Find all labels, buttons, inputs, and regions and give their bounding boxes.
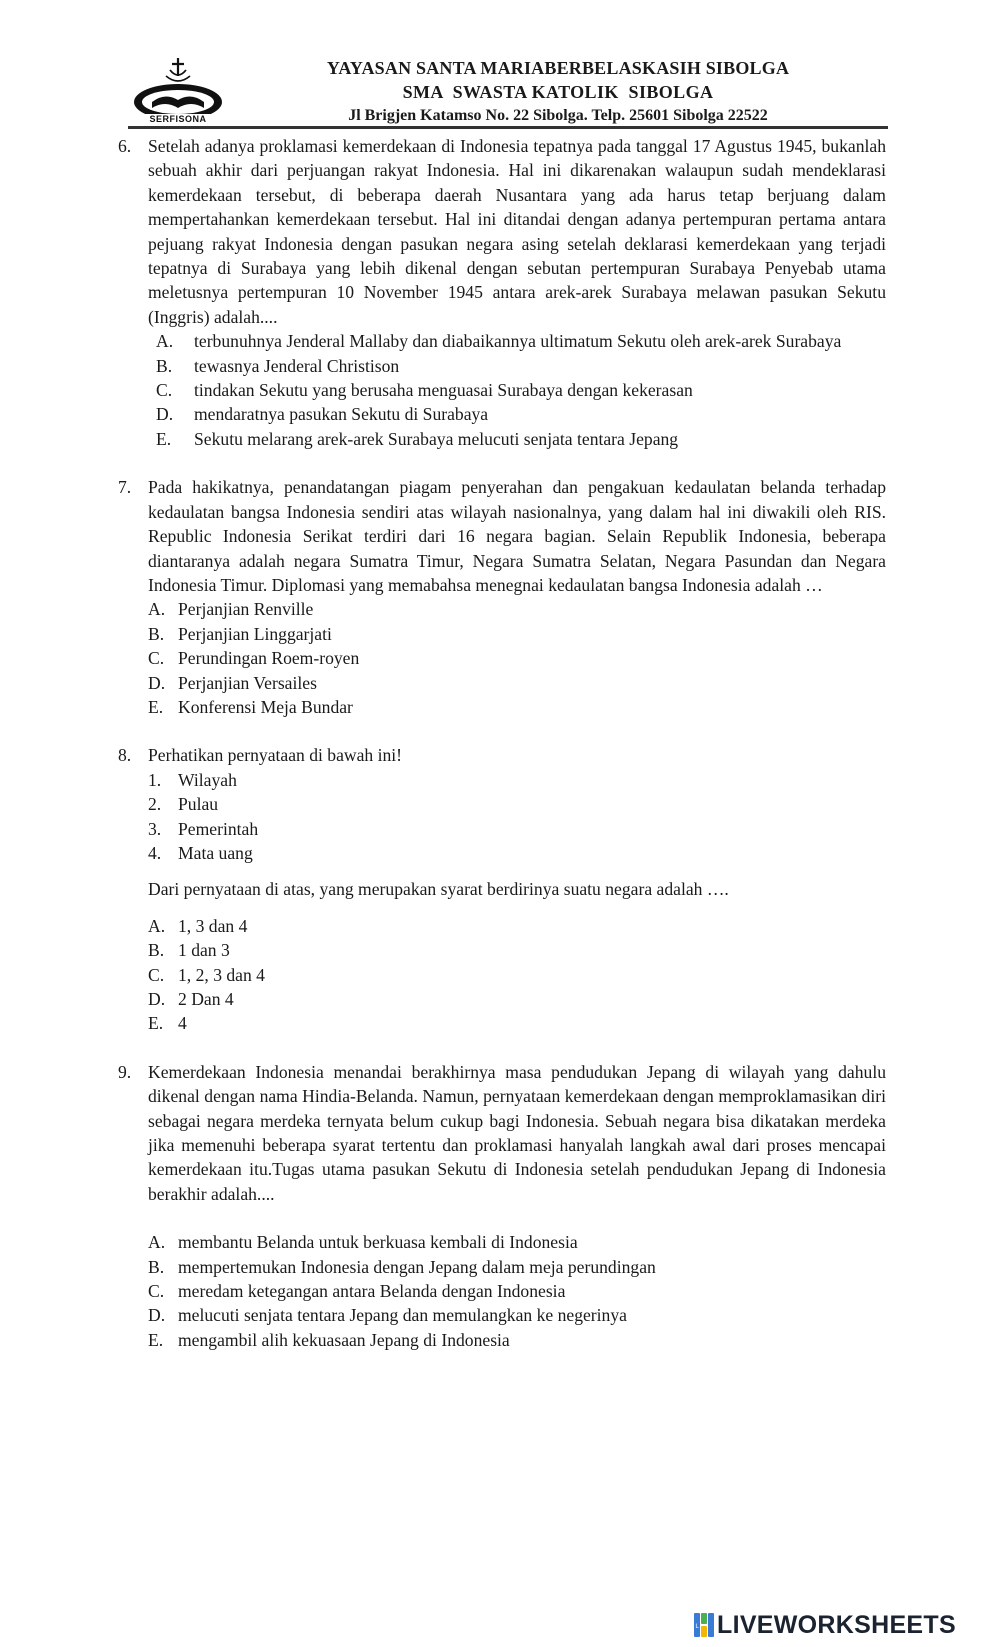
option-letter: D.	[148, 672, 166, 693]
answer-options	[148, 1230, 886, 1352]
question-7	[118, 475, 886, 719]
option-letter: C.	[156, 380, 173, 401]
option-text: Perjanjian Renville	[178, 599, 314, 620]
option-letter: E.	[156, 428, 172, 449]
option-e[interactable]	[148, 1011, 886, 1035]
option-letter: A.	[148, 915, 166, 936]
statement-1	[148, 768, 886, 792]
option-letter: A.	[156, 331, 174, 352]
question-number: 7.	[118, 477, 132, 498]
option-d[interactable]	[148, 671, 886, 695]
option-text: mempertemukan Indonesia dengan Jepang dalam meja perundingan	[178, 1256, 656, 1277]
statement-2	[148, 792, 886, 816]
option-letter: E.	[148, 1329, 164, 1350]
option-text: melucuti senjata tentara Jepang dan memulangkan ke negerinya	[178, 1305, 627, 1326]
svg-text:L: L	[695, 1623, 699, 1630]
option-letter: C.	[148, 1281, 165, 1302]
header-divider	[128, 126, 888, 129]
option-text: 1, 3 dan 4	[178, 915, 248, 936]
option-b[interactable]	[148, 622, 886, 646]
option-letter: B.	[148, 940, 165, 961]
option-a[interactable]	[148, 597, 886, 621]
question-text: Perhatikan pernyataan di bawah ini!	[148, 745, 403, 766]
option-c[interactable]	[148, 963, 886, 987]
option-c[interactable]	[148, 646, 886, 670]
letterhead	[128, 52, 888, 130]
statement-text: Pulau	[178, 794, 219, 815]
school-address: Jl Brigjen Katamso No. 22 Sibolga. Telp. 25601 Sibolga 22522	[348, 107, 768, 124]
option-a[interactable]	[156, 329, 886, 353]
option-letter: B.	[148, 623, 165, 644]
option-e[interactable]	[148, 1328, 886, 1352]
statement-list	[148, 768, 886, 866]
question-number: 8.	[118, 745, 132, 766]
option-letter: B.	[148, 1256, 165, 1277]
spacer	[148, 1206, 886, 1230]
option-e[interactable]	[156, 427, 886, 451]
statement-text: Wilayah	[178, 769, 237, 790]
question-text: Pada hakikatnya, penandatangan piagam penyerahan dan pengakuan kedaulatan belanda terhadap kedaulatan bangsa Indonesia sendiri atas wilayah nasionalnya, yang dalam hal ini diwakili oleh RIS. Republic Indonesia Serikat terdiri dari 16 negara bagian. Selain Republik Indonesia, beberapa diantaranya adalah negara Sumatra Timur, Negara Sumatra Selatan, Negara Pasundan dan Negara Indonesia Timur. Diplomasi yang memabahsa menegnai kedaulatan bangsa Indonesia adalah …	[148, 477, 886, 595]
option-text: 4	[178, 1013, 187, 1034]
option-text: Perjanjian Versailes	[178, 672, 317, 693]
watermark-text: LIVEWORKSHEETS	[717, 1610, 956, 1639]
option-text: 2 Dan 4	[178, 989, 234, 1009]
statement-number: 1.	[148, 769, 162, 790]
question-8	[118, 743, 886, 1035]
option-letter: E.	[148, 1013, 164, 1034]
option-text: Perjanjian Linggarjati	[178, 623, 332, 644]
question-9	[118, 1060, 886, 1352]
question-number: 6.	[118, 136, 132, 156]
statement-number: 3.	[148, 818, 162, 839]
question-number: 9.	[118, 1061, 132, 1082]
statement-3	[148, 817, 886, 841]
answer-options	[148, 597, 886, 719]
option-e[interactable]	[148, 695, 886, 719]
option-text: mengambil alih kekuasaan Jepang di Indonesia	[178, 1329, 510, 1350]
option-letter: A.	[148, 1232, 166, 1253]
option-text: 1, 2, 3 dan 4	[178, 964, 265, 985]
option-d[interactable]	[156, 402, 886, 426]
option-letter: D.	[156, 404, 174, 425]
option-letter: A.	[148, 599, 166, 620]
option-text: meredam ketegangan antara Belanda dengan Indonesia	[178, 1281, 566, 1302]
option-b[interactable]	[148, 938, 886, 962]
option-text: terbunuhnya Jenderal Mallaby dan diabaikannya ultimatum Sekutu oleh arek-arek Surabaya	[194, 331, 842, 352]
question-list	[118, 134, 886, 1352]
statement-4	[148, 841, 886, 865]
option-text: membantu Belanda untuk berkuasa kembali di Indonesia	[178, 1232, 578, 1253]
statement-number: 4.	[148, 842, 162, 863]
option-b[interactable]	[156, 354, 886, 378]
question-text: Kemerdekaan Indonesia menandai berakhirnya masa pendudukan Jepang di wilayah yang dahulu dikenal dengan nama Hindia-Belanda. Namun, pernyataan kemerdekaan dengan memproklamasikan diri sebagai negara merdeka ternyata belum cukup bagi Indonesia. Sebuah negara bisa dikatakan merdeka jika memenuhi beberapa syarat tertentu dan proklamasi hanyalah langkah awal dari proses mencapai kemerdekaan itu.Tugas utama pasukan Sekutu di Indonesia setelah pendudukan Jepang di Indonesia berakhir adalah....	[148, 1061, 886, 1204]
option-letter: B.	[156, 355, 173, 376]
option-a[interactable]	[148, 1230, 886, 1254]
option-text: mendaratnya pasukan Sekutu di Surabaya	[194, 404, 489, 425]
option-c[interactable]	[148, 1279, 886, 1303]
liveworksheets-logo-icon	[694, 1613, 714, 1637]
statement-number: 2.	[148, 794, 162, 815]
option-text: tewasnya Jenderal Christison	[194, 355, 400, 376]
spacer	[148, 902, 886, 914]
option-text: Sekutu melarang arek-arek Surabaya melucuti senjata tentara Jepang	[194, 428, 679, 449]
option-text: Perundingan Roem-royen	[178, 648, 360, 669]
statement-text: Mata uang	[178, 842, 253, 863]
liveworksheets-watermark[interactable]	[694, 1612, 956, 1638]
option-b[interactable]	[148, 1255, 886, 1279]
question-text: Setelah adanya proklamasi kemerdekaan di Indonesia tepatnya pada tanggal 17 Agustus 1945, bukanlah sebuah akhir dari perjuangan rakyat Indonesia. Hal ini dikarenakan walaupun sudah mendeklarasi kemerdekaan tersebut, di beberapa daerah Nusantara yang ada harus tetap berjuang dalam mempertahankan kemerdekaan tersebut. Hal ini ditandai dengan adanya pertempuran pertama antara pejuang rakyat Indonesia dengan pasukan negara asing setelah deklarasi kemerdekaan yang terjadi tepatnya di Surabaya yang lebih dikenal dengan sebutan pertempuran Surabaya Penyebab utama meletusnya pertempuran 10 November 1945 antara arek-arek Surabaya melawan pasukan Sekutu (Inggris) adalah....	[148, 136, 886, 327]
spacer	[118, 451, 886, 475]
spacer	[118, 719, 886, 743]
option-c[interactable]	[156, 378, 886, 402]
option-letter: E.	[148, 696, 164, 717]
logo-label: SERFISONA	[149, 114, 207, 124]
option-text: Konferensi Meja Bundar	[178, 696, 353, 717]
school-name: SMA SWASTA KATOLIK SIBOLGA	[402, 82, 714, 102]
option-d[interactable]	[148, 1303, 886, 1327]
question-6	[118, 134, 886, 451]
option-letter: C.	[148, 964, 165, 985]
letterhead-text	[228, 56, 888, 128]
foundation-name: YAYASAN SANTA MARIABERBELASKASIH SIBOLGA	[326, 58, 790, 78]
option-a[interactable]	[148, 914, 886, 938]
question-prompt: Dari pernyataan di atas, yang merupakan syarat berdirinya suatu negara adalah ….	[148, 879, 729, 900]
answer-options	[148, 914, 886, 1036]
option-letter: D.	[148, 989, 166, 1009]
option-text: tindakan Sekutu yang berusaha menguasai Surabaya dengan kekerasan	[194, 380, 693, 401]
answer-options	[148, 329, 886, 451]
spacer	[148, 865, 886, 877]
option-letter: C.	[148, 648, 165, 669]
option-d[interactable]	[148, 987, 886, 1011]
option-letter: D.	[148, 1305, 166, 1326]
spacer	[118, 1036, 886, 1060]
statement-text: Pemerintah	[178, 818, 259, 839]
option-text: 1 dan 3	[178, 940, 230, 961]
